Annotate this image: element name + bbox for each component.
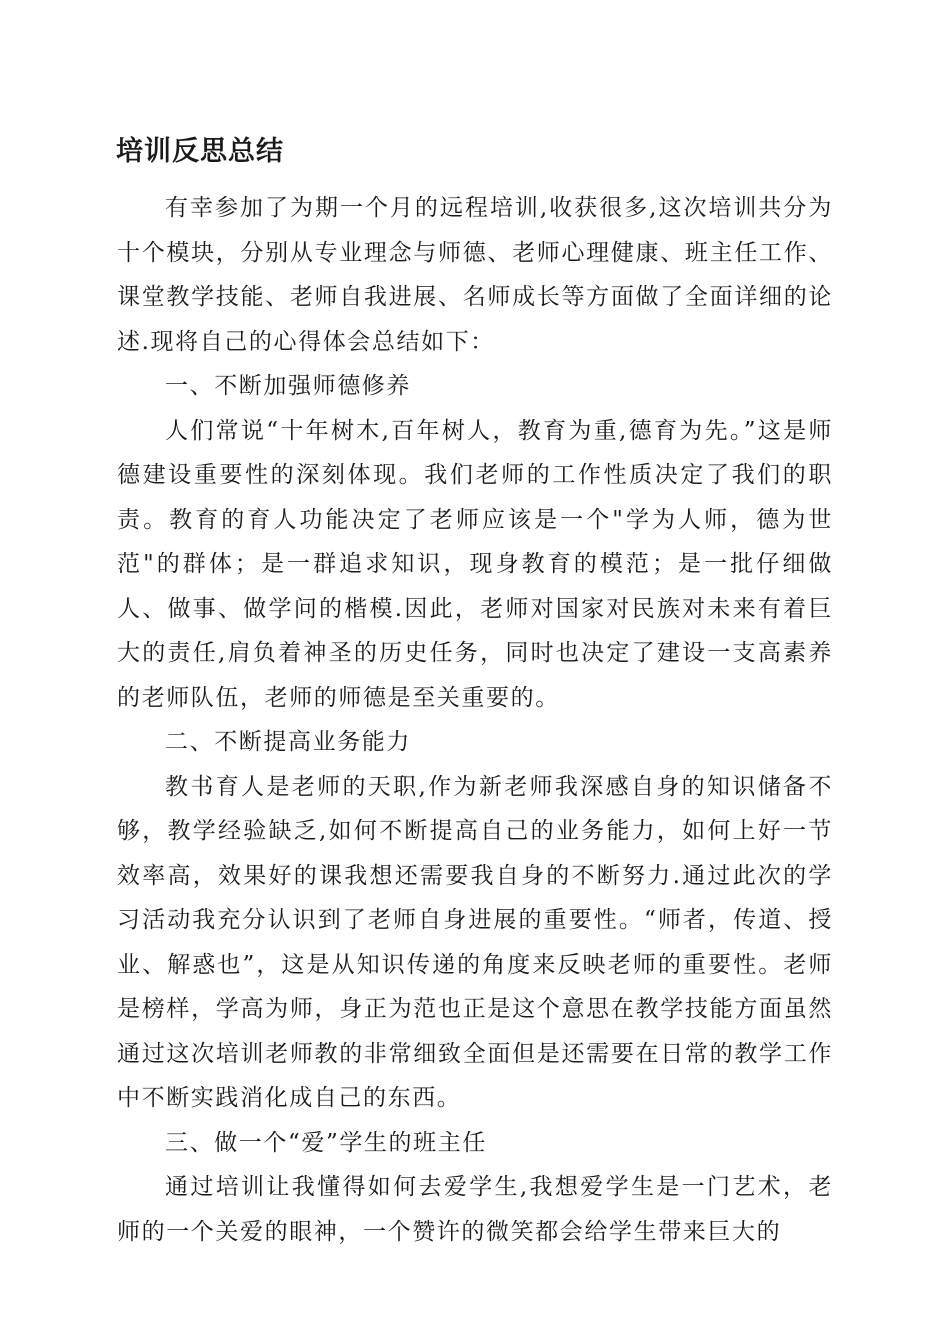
section-1-paragraph: 人们常说“十年树木,百年树人，教育为重,德育为先。”这是师德建设重要性的深刻体现。我们老师的工作性质决定了我们的职责。教育的育人功能决定了老师应该是一个"学为人师，德为世范"的群体；是一群追求知识，现身教育的模范；是一批仔细做人、做事、做学问的楷模.因此，老师对国家对民族对未来有着巨大的责任,肩负着神圣的历史任务，同时也决定了建设一支高素养的老师队伍，老师的师德是至关重要的。: [117, 417, 833, 711]
section-2-paragraph: 教书育人是老师的天职,作为新老师我深感自身的知识储备不够，教学经验缺乏,如何不断提高自己的业务能力，如何上好一节效率高，效果好的课我想还需要我自身的不断努力.通过此次的学习活动我充分认识到了老师自身进展的重要性。“师者，传道、授业、解惑也”，这是从知识传递的角度来反映老师的重要性。老师是榜样，学高为师，身正为范也正是这个意思在教学技能方面虽然通过这次培训老师教的非常细致全面但是还需要在日常的教学工作中不断实践消化成自己的东西。: [117, 773, 833, 1111]
section-heading-1: 一、不断加强师德修养: [165, 373, 411, 399]
section-heading-2: 二、不断提高业务能力: [165, 729, 411, 755]
intro-paragraph: 有幸参加了为期一个月的远程培训,收获很多,这次培训共分为十个模块，分别从专业理念与师德、老师心理健康、班主任工作、课堂教学技能、老师自我进展、名师成长等方面做了全面详细的论述.现将自己的心得体会总结如下：: [117, 195, 833, 355]
section-heading-3: 三、做一个“爱”学生的班主任: [165, 1129, 487, 1156]
document-title: 培训反思总结: [116, 136, 284, 167]
document-body: [117, 186, 833, 1254]
section-3-paragraph: 通过培训让我懂得如何去爱学生,我想爱学生是一门艺术，老师的一个关爱的眼神，一个赞许的微笑都会给学生带来巨大的: [117, 1174, 833, 1245]
